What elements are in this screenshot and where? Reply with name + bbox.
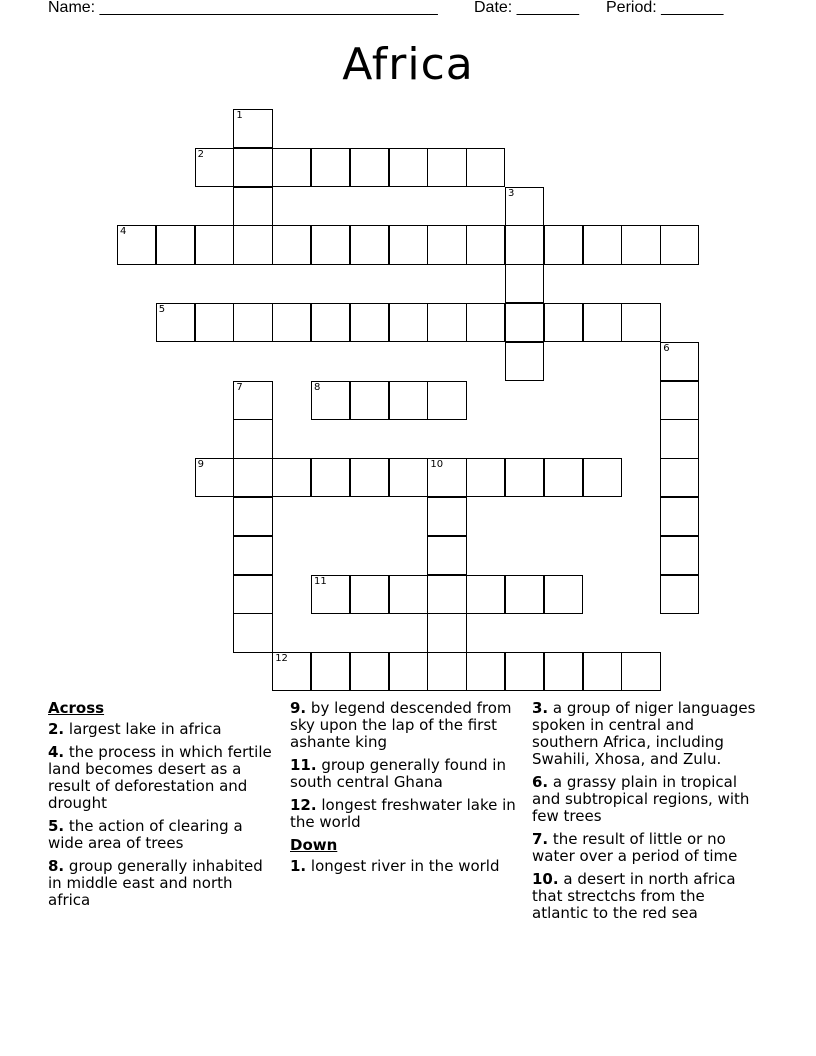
grid-cell[interactable] bbox=[505, 225, 544, 264]
clue-number: 10 bbox=[430, 459, 444, 471]
grid-cell[interactable] bbox=[621, 225, 660, 264]
grid-cell[interactable] bbox=[233, 419, 272, 458]
grid-cell[interactable] bbox=[621, 303, 660, 342]
grid-cell[interactable] bbox=[233, 458, 272, 497]
grid-cell[interactable] bbox=[660, 497, 699, 536]
grid-cell[interactable] bbox=[389, 303, 428, 342]
grid-cell[interactable] bbox=[233, 187, 272, 226]
clue-across-4: 4. the process in which fertile land becomes desert as a result of deforestation and drought bbox=[48, 743, 272, 812]
grid-cell[interactable] bbox=[389, 575, 428, 614]
grid-cell[interactable] bbox=[311, 225, 350, 264]
grid-cell[interactable] bbox=[427, 536, 466, 575]
grid-cell[interactable] bbox=[660, 575, 699, 614]
grid-cell[interactable] bbox=[544, 303, 583, 342]
grid-cell[interactable] bbox=[272, 458, 311, 497]
grid-cell[interactable] bbox=[195, 148, 234, 187]
clue-down-7: 7. the result of little or no water over a period of time bbox=[532, 830, 738, 865]
grid-cell[interactable] bbox=[427, 575, 466, 614]
grid-cell[interactable] bbox=[311, 652, 350, 691]
grid-cell[interactable] bbox=[272, 225, 311, 264]
grid-cell[interactable] bbox=[583, 652, 622, 691]
grid-cell[interactable] bbox=[233, 536, 272, 575]
grid-cell[interactable] bbox=[466, 575, 505, 614]
clue-number: 6 bbox=[663, 342, 670, 354]
clue-number: 12 bbox=[275, 653, 288, 665]
grid-cell[interactable] bbox=[389, 225, 428, 264]
clue-number: 11 bbox=[314, 575, 327, 587]
name-field-label: Name: ______________________________________ bbox=[48, 0, 438, 16]
grid-cell[interactable] bbox=[427, 148, 466, 187]
grid-cell[interactable] bbox=[350, 303, 389, 342]
grid-cell[interactable] bbox=[466, 148, 505, 187]
grid-cell[interactable] bbox=[233, 148, 272, 187]
clue-number: 4 bbox=[120, 226, 127, 238]
grid-cell[interactable] bbox=[505, 652, 544, 691]
down-heading: Down bbox=[290, 836, 338, 854]
grid-cell[interactable] bbox=[505, 342, 544, 381]
grid-cell[interactable] bbox=[350, 225, 389, 264]
grid-cell[interactable] bbox=[272, 303, 311, 342]
clue-down-10: 10. a desert in north africa that strectchs from the atlantic to the red sea bbox=[532, 870, 736, 922]
grid-cell[interactable] bbox=[583, 458, 622, 497]
grid-cell[interactable] bbox=[544, 652, 583, 691]
clue-across-11: 11. group generally found in south central Ghana bbox=[290, 756, 506, 791]
grid-cell[interactable] bbox=[233, 613, 272, 652]
grid-cell[interactable] bbox=[233, 497, 272, 536]
grid-cell[interactable] bbox=[427, 303, 466, 342]
clue-column-1 bbox=[48, 700, 276, 915]
clue-across-8: 8. group generally inhabited in middle east and north africa bbox=[48, 857, 263, 909]
grid-cell[interactable] bbox=[660, 225, 699, 264]
grid-cell[interactable] bbox=[195, 225, 234, 264]
grid-cell[interactable] bbox=[544, 458, 583, 497]
grid-cell[interactable] bbox=[272, 652, 311, 691]
clue-number: 8 bbox=[314, 381, 321, 393]
clue-across-2: 2. largest lake in africa bbox=[48, 720, 222, 738]
grid-cell[interactable] bbox=[311, 458, 350, 497]
grid-cell[interactable] bbox=[660, 419, 699, 458]
grid-cell[interactable] bbox=[350, 575, 389, 614]
clue-number: 7 bbox=[236, 381, 243, 393]
grid-cell[interactable] bbox=[660, 342, 699, 381]
grid-cell[interactable] bbox=[233, 381, 272, 420]
clue-across-5: 5. the action of clearing a wide area of trees bbox=[48, 817, 243, 852]
grid-cell[interactable] bbox=[389, 381, 428, 420]
grid-cell[interactable] bbox=[505, 264, 544, 303]
clue-column-2 bbox=[290, 700, 522, 881]
clue-down-6: 6. a grassy plain in tropical and subtropical regions, with few trees bbox=[532, 773, 750, 825]
clue-down-1: 1. longest river in the world bbox=[290, 857, 500, 875]
grid-cell[interactable] bbox=[233, 225, 272, 264]
grid-cell[interactable] bbox=[156, 303, 195, 342]
grid-cell[interactable] bbox=[466, 303, 505, 342]
grid-cell[interactable] bbox=[427, 381, 466, 420]
grid-cell[interactable] bbox=[156, 225, 195, 264]
grid-cell[interactable] bbox=[583, 303, 622, 342]
grid-cell[interactable] bbox=[505, 575, 544, 614]
grid-cell[interactable] bbox=[117, 225, 156, 264]
grid-cell[interactable] bbox=[311, 303, 350, 342]
period-field-label: Period: _______ bbox=[606, 0, 724, 16]
grid-cell[interactable] bbox=[466, 458, 505, 497]
grid-cell[interactable] bbox=[233, 109, 272, 148]
grid-cell[interactable] bbox=[505, 458, 544, 497]
grid-cell[interactable] bbox=[233, 575, 272, 614]
date-field-label: Date: _______ bbox=[474, 0, 579, 16]
grid-cell[interactable] bbox=[389, 148, 428, 187]
grid-cell[interactable] bbox=[195, 458, 234, 497]
grid-cell[interactable] bbox=[583, 225, 622, 264]
grid-cell[interactable] bbox=[311, 381, 350, 420]
page-title: Africa bbox=[342, 39, 474, 90]
grid-cell[interactable] bbox=[466, 652, 505, 691]
grid-cell[interactable] bbox=[427, 613, 466, 652]
grid-cell[interactable] bbox=[660, 536, 699, 575]
grid-cell[interactable] bbox=[660, 381, 699, 420]
grid-cell[interactable] bbox=[427, 225, 466, 264]
clue-number: 5 bbox=[158, 304, 166, 315]
grid-cell[interactable] bbox=[233, 303, 272, 342]
grid-cell[interactable] bbox=[350, 458, 389, 497]
grid-cell[interactable] bbox=[311, 148, 350, 187]
grid-cell[interactable] bbox=[466, 225, 505, 264]
clue-number: 1 bbox=[236, 110, 243, 121]
clue-number: 2 bbox=[197, 148, 204, 160]
grid-cell[interactable] bbox=[195, 303, 234, 342]
grid-cell[interactable] bbox=[350, 652, 389, 691]
clue-across-12: 12. longest freshwater lake in the world bbox=[290, 796, 516, 831]
grid-cell[interactable] bbox=[350, 148, 389, 187]
grid-cell[interactable] bbox=[350, 381, 389, 420]
grid-cell[interactable] bbox=[505, 303, 544, 342]
grid-cell[interactable] bbox=[544, 225, 583, 264]
clue-across-9: 9. by legend descended from sky upon the lap of the first ashante king bbox=[290, 699, 512, 751]
across-heading: Across bbox=[48, 699, 105, 717]
grid-cell[interactable] bbox=[427, 497, 466, 536]
grid-cell[interactable] bbox=[505, 187, 544, 226]
grid-cell[interactable] bbox=[427, 652, 466, 691]
grid-cell[interactable] bbox=[660, 458, 699, 497]
grid-cell[interactable] bbox=[389, 458, 428, 497]
clue-number: 9 bbox=[197, 459, 204, 471]
grid-cell[interactable] bbox=[389, 652, 428, 691]
grid-cell[interactable] bbox=[427, 458, 466, 497]
grid-cell[interactable] bbox=[544, 575, 583, 614]
clue-number: 3 bbox=[508, 187, 515, 199]
clue-down-3: 3. a group of niger languages spoken in central and southern Africa, including Swahili, Xhosa, and Zulu. bbox=[532, 699, 756, 768]
clue-column-3 bbox=[532, 700, 764, 928]
grid-cell[interactable] bbox=[272, 148, 311, 187]
grid-cell[interactable] bbox=[311, 575, 350, 614]
grid-cell[interactable] bbox=[621, 652, 660, 691]
